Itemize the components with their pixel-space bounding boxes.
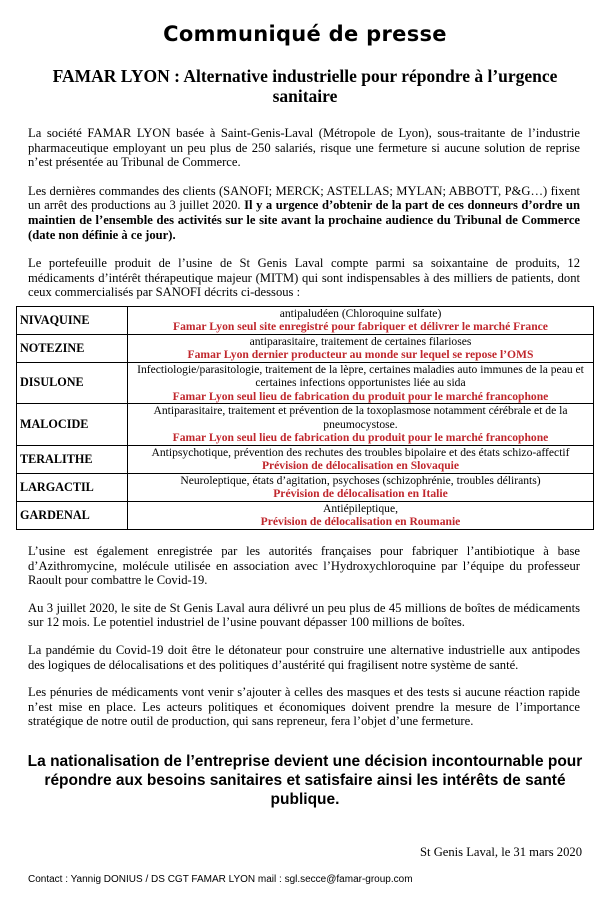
product-description: Antiparasitaire, traitement et prévention de la toxoplasmose notamment cérébrale et de la pneumocystose. xyxy=(153,404,568,431)
production-paragraph: Au 3 juillet 2020, le site de St Genis Laval aura délivré un peu plus de 45 millions de boîtes de médicaments sur 12 mois. Le potentiel industriel de l’usine pouvant dépasser 100 millions de boîtes. xyxy=(28,600,580,630)
product-details xyxy=(128,445,594,473)
product-status: Famar Lyon dernier producteur au monde sur lequel se repose l’OMS xyxy=(187,348,534,362)
product-name: GARDENAL xyxy=(17,501,128,529)
product-status: Prévision de délocalisation en Slovaquie xyxy=(261,459,460,473)
product-name: MALOCIDE xyxy=(17,404,128,446)
product-row xyxy=(17,445,594,473)
product-status: Prévision de délocalisation en Italie xyxy=(273,487,448,501)
document-title: FAMAR LYON : Alternative industrielle pour répondre à l’urgence sanitaire xyxy=(52,66,558,106)
product-row xyxy=(17,473,594,501)
conclusion-statement: La nationalisation de l’entreprise devient une décision incontournable pour répondre aux besoins sanitaires et satisfaire ainsi les intérêts de santé publique. xyxy=(27,752,583,808)
product-description: antipaludéen (Chloroquine sulfate) xyxy=(279,306,442,320)
product-details xyxy=(128,334,594,362)
product-description: Neuroleptique, états d’agitation, psychoses (schizophrénie, troubles délirants) xyxy=(180,473,541,487)
product-name: NOTEZINE xyxy=(17,334,128,362)
orders-text: Les dernières commandes des clients (SANOFI; MERCK; ASTELLAS; MYLAN; ABBOTT, P&G…) fixent un arrêt des productions au 3 juillet 2020. xyxy=(28,183,580,213)
product-details xyxy=(128,404,594,446)
orders-paragraph xyxy=(28,184,580,242)
product-name: TERALITHE xyxy=(17,445,128,473)
product-description: Antiépileptique, xyxy=(322,501,399,515)
product-name: DISULONE xyxy=(17,362,128,404)
dateline: St Genis Laval, le 31 mars 2020 xyxy=(420,844,582,859)
products-table xyxy=(16,306,594,530)
product-status: Prévision de délocalisation en Roumanie xyxy=(260,515,461,529)
product-details xyxy=(128,501,594,529)
product-status: Famar Lyon seul lieu de fabrication du produit pour le marché francophone xyxy=(172,389,549,403)
communique-heading: Communiqué de presse xyxy=(163,22,447,46)
portfolio-paragraph: Le portefeuille produit de l’usine de St Genis Laval compte parmi sa soixantaine de produits, 12 médicaments d’intérêt thérapeutique majeur (MITM) qui sont indispensables à des milliers de patients, dont ceux commercialisés par SANOFI décrits ci-dessous : xyxy=(28,256,580,300)
product-description: antiparasitaire, traitement de certaines filarioses xyxy=(249,334,472,348)
product-status: Famar Lyon seul lieu de fabrication du produit pour le marché francophone xyxy=(172,431,549,445)
contact-label: Contact : Yannig DONIUS / DS CGT FAMAR LYON mail : xyxy=(28,873,285,885)
product-name: NIVAQUINE xyxy=(17,306,128,334)
product-status: Famar Lyon seul site enregistré pour fabriquer et délivrer le marché France xyxy=(173,320,548,334)
product-row xyxy=(17,404,594,446)
pandemic-paragraph: La pandémie du Covid-19 doit être le détonateur pour construire une alternative industrielle aux antipodes des logiques de délocalisations et des politiques d’austérité qui fragilisent notre système de santé. xyxy=(28,642,580,672)
product-details xyxy=(128,362,594,404)
product-name: LARGACTIL xyxy=(17,473,128,501)
product-row xyxy=(17,334,594,362)
product-details xyxy=(128,473,594,501)
product-row xyxy=(17,306,594,334)
product-row xyxy=(17,501,594,529)
contact-email-link[interactable]: sgl.secce@famar-group.com xyxy=(284,873,413,885)
product-row xyxy=(17,362,594,404)
orders-emphasis: Il y a urgence d’obtenir de la part de ces donneurs d’ordre un maintien de l’ensemble des activités sur le site avant la prochaine audience du Tribunal de Commerce (date non définie à ce jour). xyxy=(28,198,580,242)
product-details xyxy=(128,306,594,334)
contact-line xyxy=(28,874,610,885)
product-description: Antipsychotique, prévention des rechutes des troubles bipolaire et des états schizo-affectif xyxy=(151,445,570,459)
product-description: Infectiologie/parasitologie, traitement de la lèpre, certaines maladies auto immunes de la peau et certaines infections opportunistes liée au sida xyxy=(137,362,584,390)
intro-paragraph: La société FAMAR LYON basée à Saint-Genis-Laval (Métropole de Lyon), sous-traitante de l’industrie pharmaceutique employant un peu plus de 250 salariés, risque une fermeture si aucune solution de reprise n’est présentée au Tribunal de Commerce. xyxy=(28,126,580,170)
shortages-paragraph: Les pénuries de médicaments vont venir s’ajouter à celles des masques et des tests si aucune réaction rapide n’est mise en place. Les acteurs politiques et économiques doivent prendre la mesure de l’importance stratégique de notre outil de production, qui sans repreneur, fera l’objet d’une fermeture. xyxy=(28,685,580,729)
azithromycin-paragraph: L’usine est également enregistrée par les autorités françaises pour fabriquer l’antibiotique à base d’Azithromycine, molécule utilisée en association avec l’Hydroxychloroquine par l’équipe du professeur Raoult pour combattre le Covid-19. xyxy=(28,543,580,588)
